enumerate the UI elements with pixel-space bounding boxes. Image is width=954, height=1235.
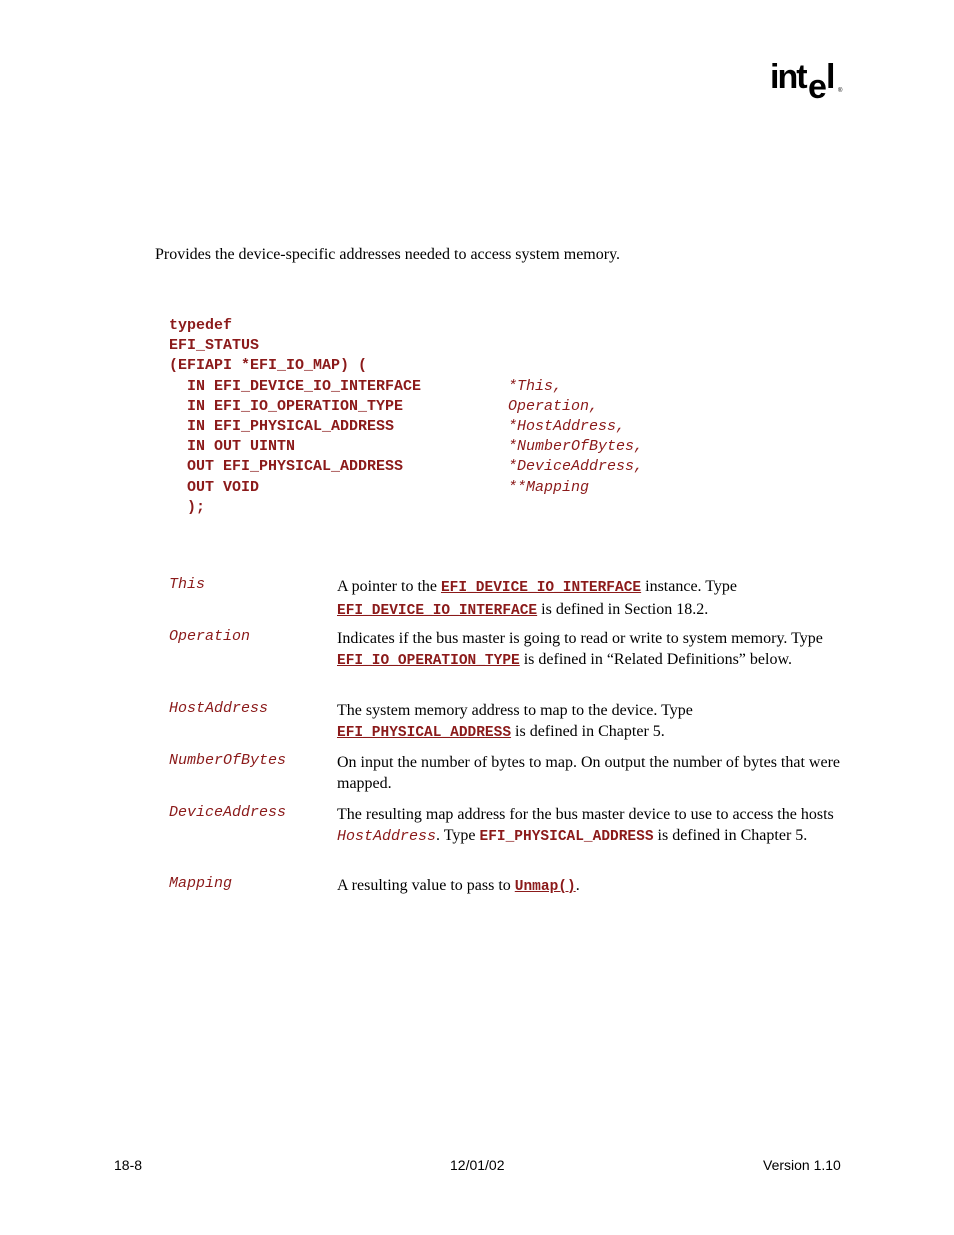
prototype-param: *NumberOfBytes, [508,438,644,456]
efi-physical-address-code: EFI_PHYSICAL_ADDRESS [479,829,654,845]
prototype-type: IN EFI_IO_OPERATION_TYPE [169,397,404,415]
efi-io-operation-type-link[interactable]: EFI_IO_OPERATION_TYPE [337,653,520,669]
param-description: The system memory address to map to the device. Type EFI_PHYSICAL_ADDRESS is defined in Chapter 5. [337,702,693,741]
footer-page-number: 18-8 [114,1157,143,1173]
param-description: Indicates if the bus master is going to read or write to system memory. Type EFI_IO_OPERATION_TYPE is defined in “Related Definitions” below. [337,630,823,669]
intel-logo [770,58,846,104]
prototype-type: IN EFI_DEVICE_IO_INTERFACE [169,377,422,395]
svg-text:e: e [808,68,825,104]
unmap-link[interactable]: Unmap() [514,879,576,895]
prototype-param: *HostAddress, [508,417,626,435]
param-description: The resulting map address for the bus master device to use to access the hosts HostAddress. Type EFI_PHYSICAL_ADDRESS is defined in Chapter 5. [337,806,834,845]
svg-text:int: int [770,58,806,96]
footer-date: 12/01/02 [450,1157,505,1173]
param-name: This [169,576,206,593]
param-name: NumberOfBytes [169,752,287,769]
prototype-type: ); [169,498,206,516]
host-address-ref: HostAddress [337,828,437,845]
prototype-param: *This, [508,377,563,395]
svg-text:®: ® [838,88,843,94]
param-name: Mapping [169,875,233,892]
prototype-type: typedef [169,317,233,334]
prototype-type: IN OUT UINTN [169,438,296,456]
svg-text:l: l [826,58,836,96]
param-name: Operation [169,628,251,645]
summary-text: Provides the device-specific addresses needed to access system memory. [155,246,621,263]
efi-physical-address-link[interactable]: EFI_PHYSICAL_ADDRESS [337,725,512,741]
param-description: A pointer to the EFI_DEVICE_IO_INTERFACE instance. Type EFI_DEVICE_IO_INTERFACE is defined in Section 18.2. [337,578,738,619]
footer-version: Version 1.10 [763,1157,841,1173]
param-description: A resulting value to pass to Unmap(). [337,877,580,895]
prototype-type: OUT VOID [169,478,260,496]
prototype-param: Operation, [508,397,599,415]
prototype-param: *DeviceAddress, [508,458,644,476]
param-name: HostAddress [169,700,269,717]
prototype-type: EFI_STATUS [169,337,260,355]
param-description: On input the number of bytes to map. On output the number of bytes that were mapped. [337,754,841,792]
efi-device-io-interface-link[interactable]: EFI_DEVICE_IO_INTERFACE [337,603,538,619]
prototype-type: (EFIAPI *EFI_IO_MAP) ( [169,357,368,375]
prototype-type: IN EFI_PHYSICAL_ADDRESS [169,417,395,435]
param-name: DeviceAddress [169,804,287,821]
efi-device-io-interface-link[interactable]: EFI_DEVICE_IO_INTERFACE [440,580,642,596]
prototype-type: OUT EFI_PHYSICAL_ADDRESS [169,458,404,476]
prototype-param: **Mapping [508,478,590,496]
